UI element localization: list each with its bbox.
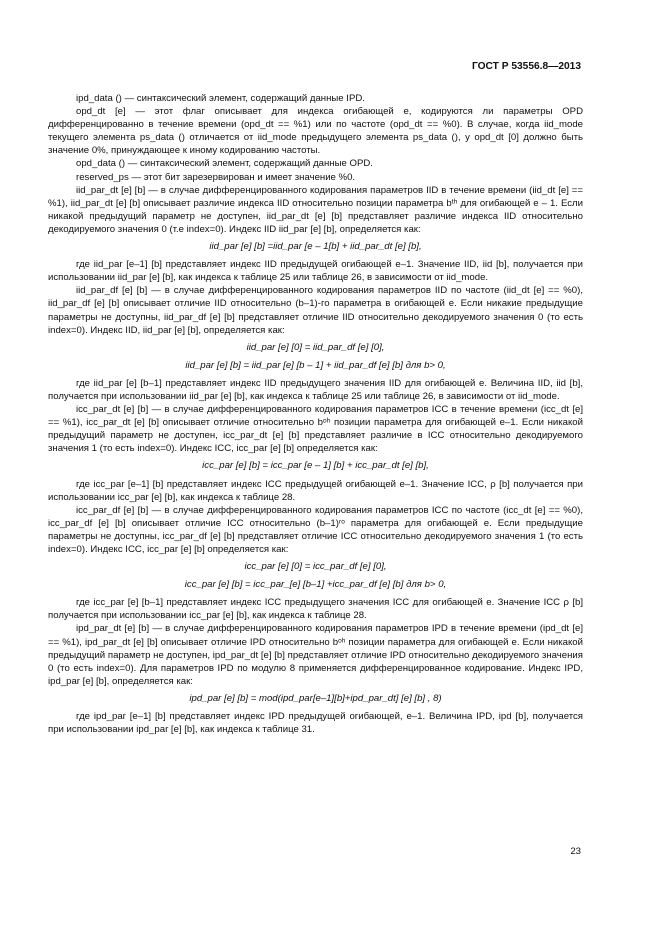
body-paragraph: iid_par_dt [e] [b] — в случае дифференцированного кодирования параметров IID в течение времени (iid_dt [e] == %1), iid_par_dt [e] [b] описывает различие индекса IID относительно позиции параметра bᵗʰ для огибающей e – 1. Если никакой предыдущий параметр не доступен, iid_par_dt [e] [b] представляет различие индекса IID относительно декодируемого значения 0 (т.е index=0). Индекс IID iid_par [e] [b], определяется как: [48, 184, 583, 235]
body-paragraph: iid_par_df [e] [b] — в случае дифференцированного кодирования параметров IID по частоте (iid_dt [e] == %0), iid_par_df [e] [b] описывает отличие IID относительно (b–1)-го параметра в огибающей e. Если никакие предыдущие параметры не доступны, iid_par_df [e] [b] представляет отличие IID относительно декодируемого значения 0 (то есть index=0). Индекс IID, iid_par [e] [b], определяется как: [48, 285, 583, 336]
body-paragraph: где ipd_par [e–1] [b] представляет индекс IPD предыдущей огибающей, e–1. Величина IPD, ipd [b], получается при использовании ipd_par [e] [b], как индекса к таблице 31. [48, 711, 583, 736]
formula-line: ipd_par [e] [b] = mod(ipd_par[e–1][b]+ipd_par_dt] [e] [b] , 8) [189, 692, 442, 704]
formula-line: iid_par [e] [b] = iid_par [e] [b – 1] + iid_par_df [e] [b] для b> 0, [185, 359, 446, 371]
formula-line: icc_par [e] [b] = icc_par_[e] [b–1] +icc_par_df [e] [b] для b> 0, [184, 579, 447, 591]
formula-line: icc_par [e] [0] = icc_par_df [e] [0], [244, 561, 387, 573]
standard-header: ГОСТ Р 53556.8—2013 [471, 61, 581, 72]
body-paragraph: где icc_par [e] [b–1] представляет индекс ICC предыдущего значения ICC для огибающей e. Значение ICC ρ [b] получается при использовании icc_par [e] [b], как индекса к таблице 28. [48, 597, 583, 622]
document-body [48, 92, 583, 736]
formula-line: iid_par [e] [b] =iid_par [e – 1[b] + iid_par_dt [e] [b], [209, 241, 422, 253]
body-paragraph: reserved_ps — этот бит зарезервирован и имеет значение %0. [76, 171, 356, 183]
body-paragraph: opd_dt [e] — этот флаг описывает для индекса огибающей e, кодируются ли параметры OPD дифференцированно в течение времени (opd_dt == %1) или по частоте (opd_dt == %0). В случае, когда iid_mode текущего элемента ps_data () отличается от iid_mode предыдущего элемента ps_data (), у opd_dt [0] должно быть значение 0%, принуждающее к иному кодированию частоты. [48, 106, 583, 157]
body-paragraph: icc_par_df [e] [b] — в случае дифференцированного кодирования параметров ICC по частоте (icc_dt [e] == %0), icc_par_df [e] [b] описывает отличие ICC относительно (b–1)ʳᵒ параметра для огибающей e. Если предыдущие параметры не доступны, icc_par_df [e] [b] представляет отличие ICC относительно декодируемого значения 1 (то есть index=0). Индекс ICC, icc_par [e] [b] определяется как: [48, 504, 583, 555]
body-paragraph: opd_data () — синтаксический элемент, содержащий данные OPD. [76, 158, 373, 170]
page-number: 23 [570, 846, 581, 857]
body-paragraph: ipd_data () — синтаксический элемент, содержащий данные IPD. [76, 93, 365, 104]
body-paragraph: ipd_par_dt [e] [b] — в случае дифференцированного кодирования параметров IPD в течение времени (ipd_dt [e] == %1), ipd_par_dt [e] [b] описывает отличие IPD относительно bᵒʰ позиции параметра для огибающей e. Если никакой предыдущий параметр не доступен, ipd_par_dt [e] [b] представляет отличие IPD относительно декодируемого значения 0 (то есть index=0). Для параметров IPD по модулю 8 применяется дифференцированное кодирование. Индекс IPD, ipd_par [e] [b], определяется как: [48, 623, 583, 687]
body-paragraph: icc_par_dt [e] [b] — в случае дифференцированного кодирования параметров ICC в течение времени (icc_dt [e] == %1), icc_par_dt [e] [b] описывает отличие относительно bᵒʰ позиции параметра для огибающей e–1. Если никакой предыдущий параметр не доступен, icc_par_dt [e] [b] представляет различие в ICC относительно декодируемого значения 1 (то есть index=0). Индекс ICC, icc_par [e] [b] определяется как: [48, 404, 583, 455]
body-paragraph: где iid_par [e–1] [b] представляет индекс IID предыдущей огибающей e–1. Значение IID, iid [b], получается при использовании iid_par [e] [b], как индекса к таблице 25 или таблице 26, в зависимости от iid_mode. [48, 259, 583, 284]
body-paragraph: где iid_par [e] [b–1] представляет индекс IID предыдущего значения IID для огибающей e. Величина IID, iid [b], получается при использовании iid_par [e] [b], как индекса к таблице 25 или таблице 26, в зависимости от iid_mode. [48, 377, 583, 402]
formula-line: icc_par [e] [b] = icc_par [e – 1] [b] + icc_par_dt [e] [b], [202, 460, 429, 472]
formula-line: iid_par [e] [0] = iid_par_df [e] [0], [246, 341, 385, 353]
body-paragraph: где icc_par [e–1] [b] представляет индекс ICC предыдущей огибающей e–1. Значение ICC, ρ [b] получается при использовании icc_par [e] [b], как индекса к таблице 28. [48, 478, 583, 503]
